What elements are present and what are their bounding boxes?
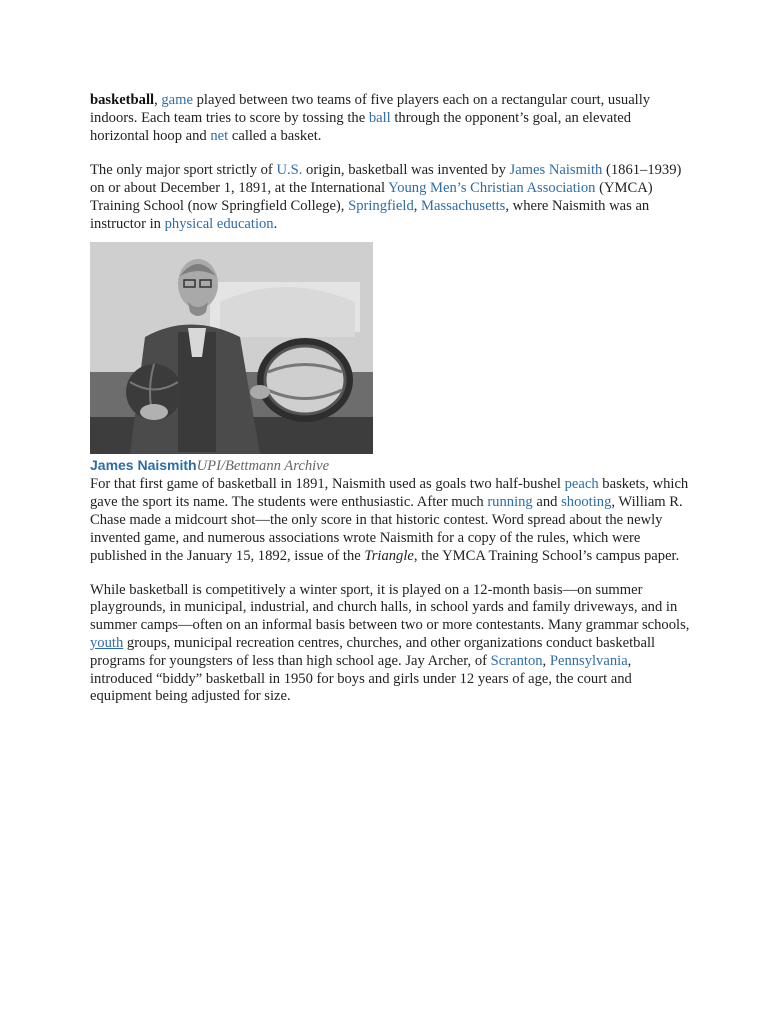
intro-paragraph: basketball, game played between two teams of five players each on a rectangular court, usually indoors. Each team tries to score by tossing the ball through the opponent’s goal, an elevated horizontal hoop and net called a basket. xyxy=(90,92,651,144)
link-james-naismith[interactable]: James Naismith xyxy=(509,162,603,179)
link-massachusetts[interactable]: Massachusetts xyxy=(421,197,506,214)
link-ball[interactable]: ball xyxy=(368,109,391,126)
link-springfield[interactable]: Springfield xyxy=(348,197,414,214)
photo-caption-paragraph: James NaismithUPI/Bettmann Archive For that first game of basketball in 1891, Naismith used as goals two half-bushel peach baskets, which gave the sport its name. The students were enthusiastic. After much running and shooting, William R. Chase made a midcourt shot—the only score in that historic contest. Word spread about the newly invented game, and numerous associations wrote Naismith for a copy of the rules, which were published in the January 15, 1892, issue of the Triangle, the YMCA Training School’s campus paper. xyxy=(90,456,689,564)
link-net[interactable]: net xyxy=(210,127,229,144)
article-body xyxy=(90,92,690,723)
link-peach[interactable]: peach xyxy=(564,475,599,492)
link-physical-education[interactable]: physical education xyxy=(164,215,274,232)
link-game[interactable]: game xyxy=(161,92,193,108)
caption-name: James Naismith xyxy=(90,456,197,473)
popularity-paragraph: While basketball is competitively a winter sport, it is played on a 12-month basis—on summer playgrounds, in municipal, industrial, and church halls, in school yards and family driveways, and in summer camps—often on an informal basis between two or more contestants. Many grammar schools, youth groups, municipal recreation centres, churches, and other organizations conduct basketball programs for youngsters of less than high school age. Jay Archer, of Scranton, Pennsylvania, introduced “biddy” basketball in 1950 for boys and girls under 12 years of age, the court and equipment being adjusted for size. xyxy=(90,581,690,705)
link-ymca[interactable]: Young Men’s Christian Association xyxy=(388,180,596,197)
naismith-photo[interactable] xyxy=(90,242,373,454)
link-us[interactable]: U.S. xyxy=(276,162,303,179)
link-shooting[interactable]: shooting xyxy=(561,493,612,510)
triangle-title: Triangle xyxy=(364,547,414,564)
caption-credit: UPI/Bettmann Archive xyxy=(196,457,330,474)
naismith-photo-illustration xyxy=(90,242,373,454)
link-youth[interactable]: youth xyxy=(90,634,124,651)
link-pennsylvania[interactable]: Pennsylvania xyxy=(549,652,628,669)
headword: basketball xyxy=(90,92,155,108)
link-scranton[interactable]: Scranton xyxy=(490,652,543,669)
origin-paragraph: The only major sport strictly of U.S. origin, basketball was invented by James Naismith (1861–1939) on or about December 1, 1891, at the International Young Men’s Christian Association (YMCA) Training School (now Springfield College), Springfield, Massachusetts, where Naismith was an instructor in physical education. xyxy=(90,162,682,232)
link-running[interactable]: running xyxy=(487,493,533,510)
